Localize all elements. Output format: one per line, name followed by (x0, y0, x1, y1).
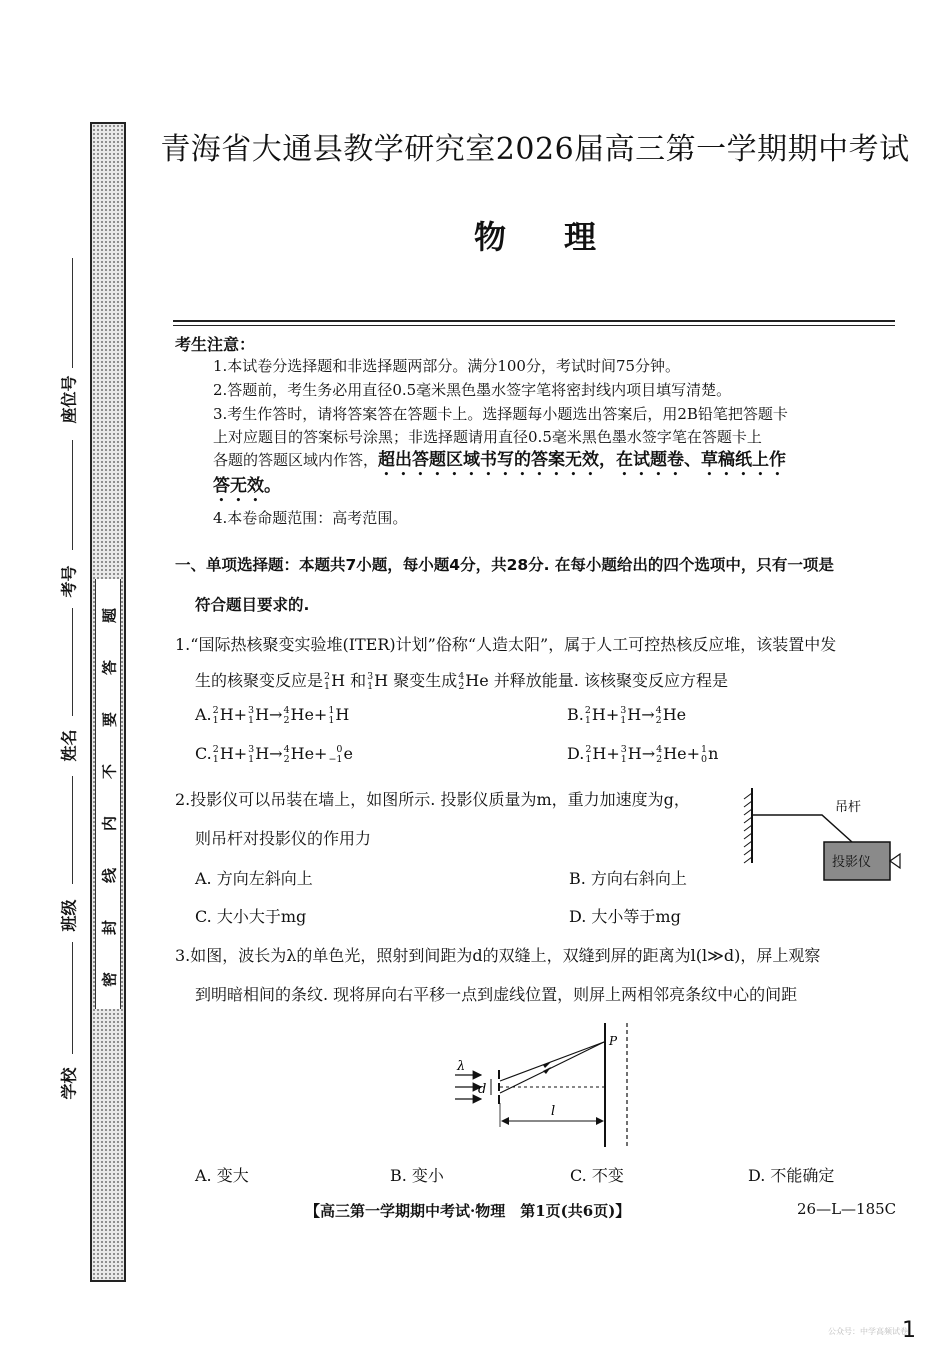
l-label: l (551, 1104, 556, 1119)
q1-text: 并释放能量. 该核聚变反应方程是 (493, 671, 728, 690)
header-rule (173, 325, 895, 326)
notice-emphasis: 答无效。 (213, 476, 281, 496)
ray-to-p (500, 1042, 604, 1081)
notice-item-3-cont (213, 476, 281, 506)
notice-text: 各题的答题区域内作答， (213, 451, 379, 469)
field-seat-number-line[interactable] (72, 258, 73, 368)
question-1-text: 1.“国际热核聚变实验堆(ITER)计划”俗称“人造太阳”，属于人工可控热核反应堆，该装置中发 (175, 635, 837, 654)
subject-title: 物理 (473, 218, 654, 256)
strip-char: 要 (100, 712, 119, 728)
strip-char: 不 (100, 764, 119, 780)
q1-text: 和 (350, 671, 367, 690)
option-label: D. (567, 744, 585, 763)
field-class-label: 班级 (59, 899, 79, 932)
paper-code: 26—L—185C (797, 1200, 897, 1218)
notice-item-4: 4.本卷命题范围：高考范围。 (213, 509, 408, 527)
double-slit-figure (445, 1015, 645, 1155)
field-school-line[interactable] (72, 942, 73, 1054)
q2-option-b[interactable]: B. 方向右斜向上 (569, 869, 687, 888)
q3-option-c[interactable]: C. 不变 (570, 1166, 624, 1185)
notice-title: 考生注意： (175, 335, 256, 354)
notice-item-3-cont: 上对应题目的答案标号涂黑；非选择题请用直径0.5毫米黑色墨水签字笔在答题卡上 (213, 428, 762, 446)
nuclide-h3: 3 1 H (367, 670, 389, 692)
strip-char: 封 (100, 920, 119, 936)
question-3-text: 3.如图，波长为λ的单色光，照射到间距为d的双缝上，双缝到屏的距离为l(l≫d)，屏上观察 (175, 946, 821, 965)
rod-label: 吊杆 (835, 800, 862, 815)
projector-figure (740, 785, 910, 885)
q1-option-a[interactable]: A. 2 1 H+ 3 1 H→ 4 2 He+ 1 1 H (195, 704, 350, 726)
strip-char: 密 (100, 972, 119, 988)
q1-option-c[interactable]: C. 2 1 H+ 3 1 H→ 4 2 He+ 0 −1 e (195, 743, 353, 765)
field-name-label: 姓名 (59, 729, 79, 762)
strip-char: 内 (100, 816, 119, 832)
field-school-label: 学校 (59, 1067, 79, 1100)
q1-option-d[interactable]: D. 2 1 H+ 3 1 H→ 4 2 He+ 1 0 n (567, 743, 719, 765)
point-p-label: P (609, 1034, 618, 1048)
page-number: 1 (902, 1318, 916, 1343)
wall-hatch (744, 793, 752, 863)
nuclide-he4: 4 2 He (458, 670, 489, 692)
q2-option-c[interactable]: C. 大小大于mg (195, 907, 307, 926)
section-heading: 一、单项选择题：本题共7小题，每小题4分，共28分. 在每小题给出的四个选项中，只有一项是 (175, 556, 834, 574)
projector-label: 投影仪 (832, 855, 872, 870)
strip-char: 线 (100, 868, 119, 884)
notice-item-1: 1.本试卷分选择题和非选择题两部分。满分100分，考试时间75分钟。 (213, 357, 681, 375)
q3-option-a[interactable]: A. 变大 (195, 1166, 249, 1185)
field-exam-number-label: 考号 (59, 565, 79, 598)
d-label: d (478, 1082, 487, 1097)
q2-option-a[interactable]: A. 方向左斜向上 (195, 869, 313, 888)
ray-to-p (500, 1042, 604, 1093)
notice-emphasis: 超出答题区域书写的答案无效，在试题卷、草稿纸上作 (378, 450, 787, 470)
option-label: A. (195, 705, 212, 724)
field-name-line[interactable] (72, 608, 73, 716)
header-rule (173, 320, 895, 322)
q1-option-b[interactable]: B. 2 1 H+ 3 1 H→ 4 2 He (567, 704, 687, 726)
nuclide-h2: 2 1 H (324, 670, 346, 692)
strip-char: 答 (100, 660, 119, 676)
lambda-label: λ (457, 1059, 466, 1074)
notice-item-3: 3.考生作答时，请将答案答在答题卡上。选择题每小题选出答案后，用2B铅笔把答题卡 (213, 405, 788, 423)
watermark: 公众号：中学高频试卷 (828, 1327, 908, 1336)
q3-option-d[interactable]: D. 不能确定 (748, 1166, 835, 1185)
hanging-rod (753, 815, 852, 842)
field-exam-number-line[interactable] (72, 440, 73, 550)
projector-lens (890, 854, 900, 868)
ray-arrow (543, 1067, 551, 1074)
exam-title: 青海省大通县教学研究室2026届高三第一学期期中考试 (160, 132, 910, 167)
page-footer: 【高三第一学期期中考试·物理 第1页(共6页)】 (305, 1202, 631, 1220)
strip-char: 题 (100, 608, 119, 624)
q1-text: 生的核聚变反应是 (195, 671, 324, 690)
q2-option-d[interactable]: D. 大小等于mg (569, 907, 681, 926)
field-seat-number-label: 座位号 (59, 375, 79, 424)
section-heading-cont: 符合题目要求的. (195, 596, 310, 614)
question-1-text-cont (195, 668, 728, 692)
question-2-text: 2.投影仪可以吊装在墙上，如图所示. 投影仪质量为m，重力加速度为g， (175, 790, 690, 809)
field-class-line[interactable] (72, 776, 73, 884)
notice-item-3-cont (213, 450, 786, 480)
binding-strip-text-area (95, 579, 121, 1009)
option-label: B. (567, 705, 584, 724)
option-label: C. (195, 744, 212, 763)
q3-option-b[interactable]: B. 变小 (390, 1166, 444, 1185)
question-2-text-cont: 则吊杆对投影仪的作用力 (195, 829, 372, 848)
binding-strip (90, 122, 126, 1282)
q1-text: 聚变生成 (393, 671, 458, 690)
notice-item-2: 2.答题前，考生务必用直径0.5毫米黑色墨水签字笔将密封线内项目填写清楚。 (213, 381, 732, 399)
question-3-text-cont: 到明暗相间的条纹. 现将屏向右平移一点到虚线位置，则屏上两相邻亮条纹中心的间距 (195, 985, 798, 1004)
